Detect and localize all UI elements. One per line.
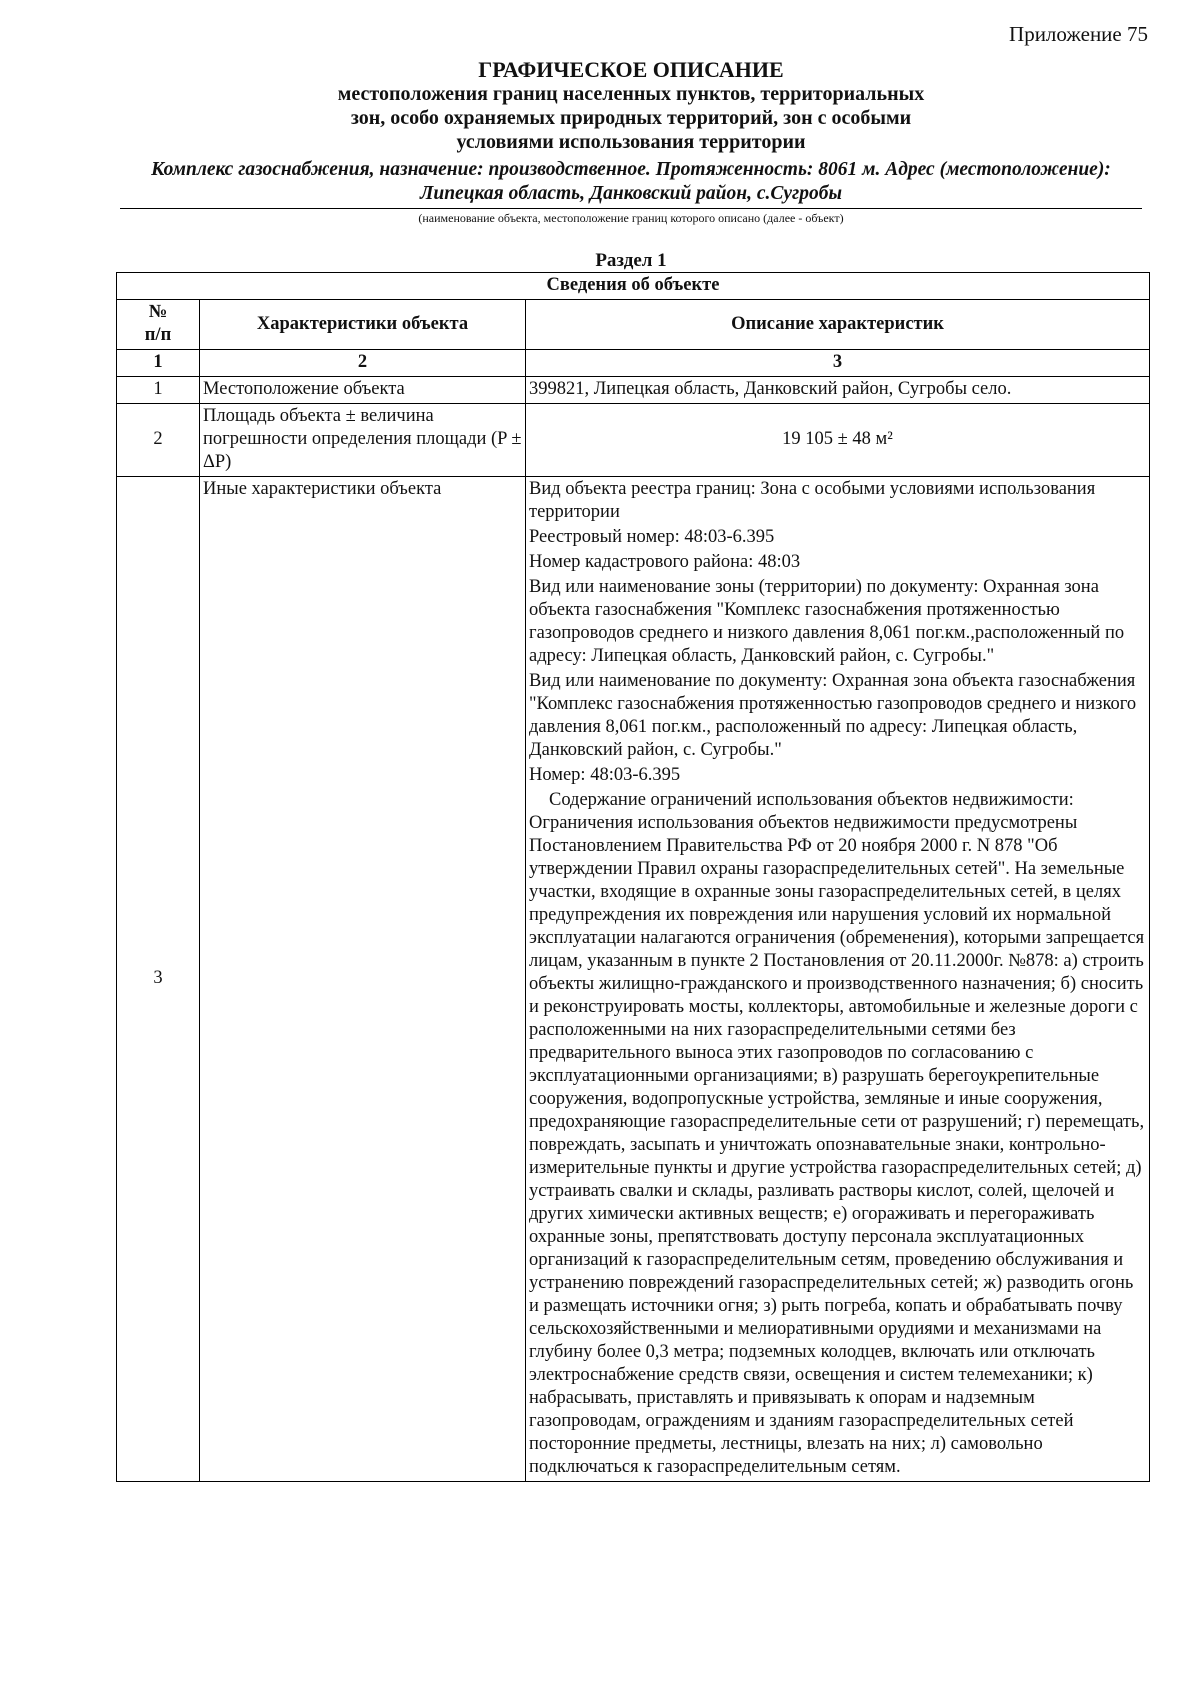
header-description: Описание характеристик: [526, 300, 1150, 350]
row-2-number: 2: [117, 404, 200, 477]
row-3-number: 3: [117, 477, 200, 1482]
row-3-value: [526, 477, 1150, 1482]
table-header-row: [117, 300, 1150, 350]
section-title: Раздел 1: [595, 250, 667, 271]
document-header: [120, 58, 1142, 226]
header-number: [117, 300, 200, 350]
object-name: [120, 158, 1142, 209]
document-subtitle-line-1: местоположения границ населенных пунктов, территориальных: [337, 83, 925, 105]
table-row: [117, 404, 1150, 477]
table-caption: Сведения об объекте: [117, 273, 1150, 300]
table-row: [117, 477, 1150, 1482]
row-3-paragraph-restrictions: Содержание ограничений использования объектов недвижимости: Ограничения использования объектов недвижимости предусмотрены Постановлением Правительства РФ от 20 ноября 2000 г. N 878 "Об утверждении Правил охраны газораспределительных сетей". На земельные участки, входящие в охранные зоны газораспределительных сетей, в целях предупреждения их повреждения или нарушения условий их нормальной эксплуатации налагаются ограничения (обременения), которыми запрещается лицам, указанным в пункте 2 Постановления от 20.11.2000г. №878: а) строить объекты жилищно-гражданского и производственного назначения; б) сносить и реконструировать мосты, коллекторы, автомобильные и железные дороги с расположенными на них газораспределительными сетями без предварительного выноса этих газопроводов по согласованию с эксплуатационными организациями; в) разрушать берегоукрепительные сооружения, водопропускные устройства, земляные и иные сооружения, предохраняющие газораспределительные сети от разрушений; г) перемещать, повреждать, засыпать и уничтожать опознавательные знаки, контрольно-измерительные пункты и другие устройства газораспределительных сетей; д) устраивать свалки и склады, разливать растворы кислот, солей, щелочей и других химически активных веществ; е) огораживать и перегораживать охранные зоны, препятствовать доступу персонала эксплуатационных организаций к газораспределительным сетям, проведению обслуживания и устранению повреждений газораспределительных сетей; ж) разводить огонь и размещать источники огня; з) рыть погреба, копать и обрабатывать почву сельскохозяйственными и мелиоративными орудиями и механизмами на глубину более 0,3 метра; подземных колодцев, включать или отключать электроснабжение средств связи, освещения и систем телемеханики; к) набрасывать, приставлять и привязывать к опорам и надземным газопроводам, ограждениям и зданиям газораспределительных сетей посторонние предметы, лестницы, влезать на них; л) самовольно подключаться к газораспределительным сетям.: [529, 790, 1145, 1477]
object-name-line-1: Комплекс газоснабжения, назначение: производственное. Протяженность: 8061 м. Адрес (местоположение):: [151, 159, 1111, 180]
row-3-paragraph-cadastral-district: Номер кадастрового района: 48:03: [529, 552, 801, 572]
header-characteristics: Характеристики объекта: [200, 300, 526, 350]
row-1-number: 1: [117, 377, 200, 404]
row-3-paragraph-registry-number: Реестровый номер: 48:03-6.395: [529, 527, 775, 547]
appendix-label: Приложение 75: [1009, 22, 1148, 46]
row-3-paragraph-number: Номер: 48:03-6.395: [529, 765, 681, 785]
document-subtitle-line-3: условиями использования территории: [456, 131, 806, 153]
column-number-1: 1: [117, 350, 200, 377]
document-title: ГРАФИЧЕСКОЕ ОПИСАНИЕ: [478, 57, 784, 82]
object-info-table: [116, 272, 1150, 1482]
row-3-paragraph-zone-name: Вид или наименование зоны (территории) по документу: Охранная зона объекта газоснабжения "Комплекс газоснабжения протяженностью газопроводов среднего и низкого давления 8,061 пог.км.,расположенный по адресу: Липецкая область, Данковский район, с. Сугробы.": [529, 577, 1125, 666]
header-number-line-1: №: [148, 302, 168, 322]
object-caption: (наименование объекта, местоположение границ которого описано (далее - объект): [418, 211, 844, 225]
row-3-paragraph-registry-type: Вид объекта реестра границ: Зона с особыми условиями использования территории: [529, 479, 1096, 522]
object-name-line-2: Липецкая область, Данковский район, с.Сугробы: [419, 183, 843, 204]
header-number-line-2: п/п: [144, 325, 172, 345]
row-1-value: 399821, Липецкая область, Данковский район, Сугробы село.: [526, 377, 1150, 404]
column-number-2: 2: [200, 350, 526, 377]
table-row: [117, 377, 1150, 404]
column-number-3: 3: [526, 350, 1150, 377]
row-3-paragraph-document-name: Вид или наименование по документу: Охранная зона объекта газоснабжения "Комплекс газоснабжения протяженностью газопроводов среднего и низкого давления 8,061 пог.км., расположенный по адресу: Липецкая область, Данковский район, с. Сугробы.": [529, 671, 1137, 760]
column-number-row: [117, 350, 1150, 377]
row-2-name: Площадь объекта ± величина погрешности определения площади (P ± ΔP): [200, 404, 526, 477]
document-subtitle-line-2: зон, особо охраняемых природных территорий, зон с особыми: [350, 107, 912, 129]
row-1-name: Местоположение объекта: [200, 377, 526, 404]
row-3-name: Иные характеристики объекта: [200, 477, 526, 1482]
row-2-value: 19 105 ± 48 м²: [526, 404, 1150, 477]
